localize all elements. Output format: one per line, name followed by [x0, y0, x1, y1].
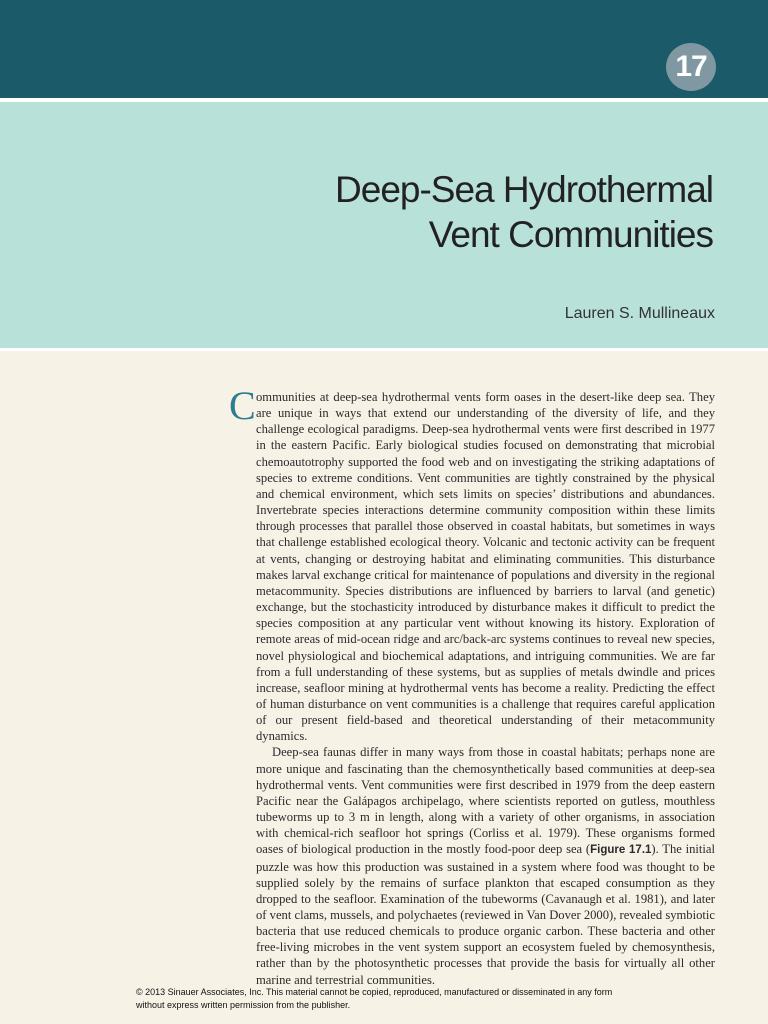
copyright-line-2: without express written permission from the publisher. [136, 1000, 351, 1010]
chapter-number-badge: 17 [666, 43, 716, 91]
copyright-notice [136, 986, 656, 1012]
chapter-title [153, 167, 713, 257]
paragraph-2-start: Deep-sea faunas differ in many ways from those in coastal habitats; perhaps none are more unique and fascinating than the chemosynthetically based communities at deep-sea hydrothermal vents. Vent communities were first described in 1979 from the deep eastern Pacific near the Galápagos archipelago, where scientists reported on gutless, mouthless tubeworms up to 3 m in length, along with a variety of other organisms, in association with chemical-rich seafloor hot springs (Corliss et al. 1979). These organisms formed oases of biological production in the mostly food-poor deep sea ( [256, 745, 715, 857]
chapter-author: Lauren S. Mullineaux [564, 305, 715, 322]
chapter-header-bar [0, 0, 768, 98]
copyright-line-1: © 2013 Sinauer Associates, Inc. This material cannot be copied, reproduced, manufactured or disseminated in any form [136, 987, 613, 997]
chapter-title-line-1: Deep-Sea Hydrothermal [335, 169, 713, 210]
paragraph-2-end: ). The initial puzzle was how this production was sustained in a system where food was thought to be supplied solely by the remains of surface plankton that escaped consumption as they dropped to the seafloor. Examination of the tubeworms (Cavanaugh et al. 1981), and later of vent clams, mussels, and polychaetes (reviewed in Van Dover 2000), revealed symbiotic bacteria that use reduced chemicals to produce organic carbon. These bacteria and other free-living microbes in the vent system support an ecosystem fueled by chemosynthesis, rather than by the photosynthetic processes that provide the basis for virtually all other marine and terrestrial communities. [256, 842, 716, 987]
figure-reference-link[interactable]: Figure 17.1 [590, 844, 652, 857]
body-text [256, 389, 715, 988]
chapter-title-line-2: Vent Communities [428, 214, 713, 255]
paragraph-2 [256, 744, 715, 987]
title-band-divider [0, 348, 768, 351]
drop-cap: C [229, 383, 256, 428]
paragraph-1: ommunities at deep-sea hydrothermal vents form oases in the desert-like deep sea. They are unique in ways that extend our understanding of the diversity of life, and they challenge ecological paradigms. Deep-sea hydrothermal vents were first described in 1977 in the eastern Pacific. Early biological studies focused on demonstrating that microbial chemoautotrophy supported the food web and on investigating the striking adaptations of species to extreme conditions. Vent communities are tightly constrained by the physical and chemical environment, which sets limits on species’ distributions and abundances. Invertebrate species interactions determine community composition within these limits through processes that parallel those observed in coastal habitats, but sometimes in ways that challenge established ecological theory. Volcanic and tectonic activity can be frequent at vents, changing or destroying habitat and eliminating communities. This disturbance makes larval exchange critical for maintenance of populations and diversity in the regional metacommunity. Species distributions are influenced by barriers to larval (and genetic) exchange, but the stochasticity introduced by disturbance makes it difficult to predict the species composition at any particular vent without knowing its history. Exploration of remote areas of mid-ocean ridge and arc/back-arc systems continues to reveal new species, novel physiological and biochemical adaptations, and intriguing communities. We are far from a full understanding of these systems, but as supplies of metals dwindle and prices increase, seafloor mining at hydrothermal vents has become a reality. Predicting the effect of human disturbance on vent communities is a challenge that requires careful application of our present field-based and theoretical understanding of their metacommunity dynamics. [256, 390, 715, 744]
